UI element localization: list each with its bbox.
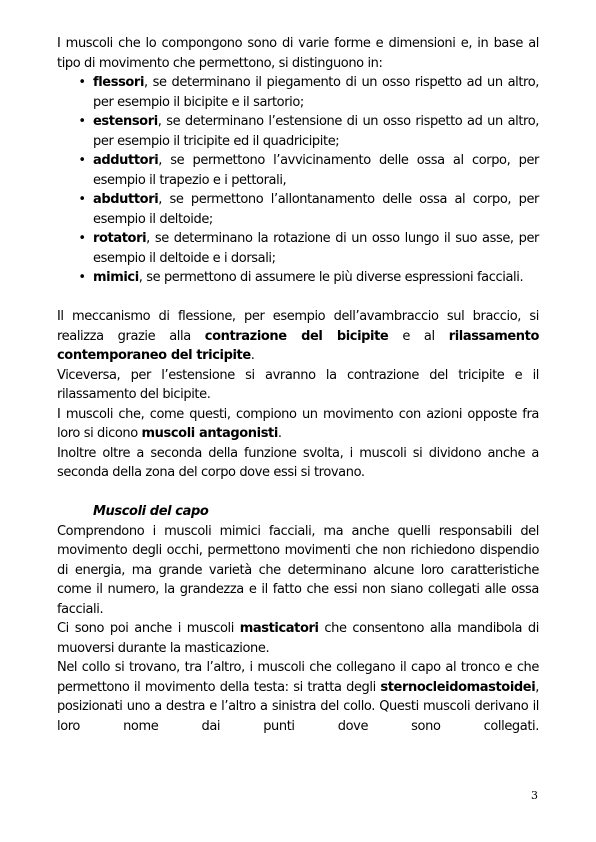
head-muscles-paragraph: Comprendono i muscoli mimici facciali, ma anche quelli responsabili del movimento degli occhi, permettono movimenti che non richiedono dispendio di energia, ma grande varietà che determinano alcune loro caratteristiche come il numero, la grandezza e il fatto che essi non siano collegati alle ossa facciali. bbox=[57, 523, 539, 617]
page-content bbox=[57, 34, 539, 736]
list-item-adduttori bbox=[57, 151, 539, 190]
flexion-text: . bbox=[250, 348, 255, 363]
desc-abduttori: , se permettono l’allontanamento delle ossa al corpo, per esempio il deltoide; bbox=[93, 192, 539, 227]
bullet-icon: • bbox=[78, 192, 86, 207]
term-rotatori: rotatori bbox=[93, 231, 147, 246]
flexion-bold-relaxation: rilassamento contemporaneo del tricipite bbox=[57, 328, 540, 363]
list-item-flessori bbox=[57, 73, 539, 112]
function-paragraph: Inoltre oltre a seconda della funzione svolta, i muscoli si dividono anche a seconda della zona del corpo dove essi si trovano. bbox=[57, 445, 539, 480]
term-flessori: flessori bbox=[93, 75, 145, 90]
desc-flessori: , se determinano il piegamento di un osso rispetto ad un altro, per esempio il bicipite e il sartorio; bbox=[93, 75, 539, 110]
bullet-icon: • bbox=[78, 270, 86, 285]
antagonists-text: . bbox=[277, 426, 282, 441]
neck-muscles-paragraph bbox=[57, 658, 539, 736]
extension-paragraph: Viceversa, per l’estensione si avranno la contrazione del tricipite e il rilassamento del bicipite. bbox=[57, 367, 539, 402]
antagonists-text: I muscoli che, come questi, compiono un movimento con azioni opposte fra loro si dicono bbox=[57, 406, 539, 441]
masticatory-text: Ci sono poi anche i muscoli bbox=[57, 621, 240, 636]
page-number: 3 bbox=[531, 789, 538, 802]
term-estensori: estensori bbox=[93, 114, 158, 129]
bullet-icon: • bbox=[78, 114, 86, 129]
desc-estensori: , se determinano l’estensione di un osso rispetto ad un altro, per esempio il tricipite ed il quadricipite; bbox=[93, 114, 539, 149]
flexion-paragraph bbox=[57, 307, 539, 366]
desc-rotatori: , se determinano la rotazione di un osso lungo il suo asse, per esempio il deltoide e i dorsali; bbox=[93, 231, 539, 266]
flexion-bold-contraction: contrazione del bicipite bbox=[204, 328, 389, 344]
masticatory-text: che consentono alla mandibola di muoversi durante la masticazione. bbox=[57, 621, 539, 656]
masticatory-bold: masticatori bbox=[239, 621, 319, 636]
list-item-abduttori bbox=[57, 190, 539, 229]
masticatory-paragraph bbox=[57, 619, 539, 658]
neck-bold: sternocleidomastoidei bbox=[380, 679, 536, 695]
list-item-estensori bbox=[57, 112, 539, 151]
neck-text: , posizionati uno a destra e l’altro a sinistra del collo. Questi muscoli derivano il loro nome dai punti dove sono collegati. bbox=[57, 679, 539, 734]
section-heading: Muscoli del capo bbox=[93, 504, 209, 519]
muscle-type-list bbox=[57, 73, 539, 288]
desc-mimici: , se permettono di assumere le più diverse espressioni facciali. bbox=[138, 270, 524, 285]
term-abduttori: abduttori bbox=[93, 192, 159, 207]
bullet-icon: • bbox=[78, 75, 86, 90]
bullet-icon: • bbox=[78, 231, 86, 246]
paragraph-spacer bbox=[57, 288, 539, 308]
term-mimici: mimici bbox=[93, 270, 139, 285]
flexion-text: Il meccanismo di flessione, per esempio dell’avambraccio sul braccio, si realizza grazie alla bbox=[57, 309, 539, 344]
bullet-icon: • bbox=[78, 153, 86, 168]
flexion-text: e al bbox=[388, 328, 449, 344]
antagonists-bold: muscoli antagonisti bbox=[141, 426, 278, 441]
paragraph-spacer bbox=[57, 483, 539, 503]
intro-paragraph: I muscoli che lo compongono sono di varie forme e dimensioni e, in base al tipo di movimento che permettono, si distinguono in: bbox=[57, 36, 539, 71]
list-item-mimici bbox=[57, 268, 539, 288]
desc-adduttori: , se permettono l’avvicinamento delle ossa al corpo, per esempio il trapezio e i pettorali, bbox=[93, 153, 539, 188]
neck-text: Nel collo si trovano, tra l’altro, i muscoli che collegano il capo al tronco e che permettono il movimento della testa: si tratta degli bbox=[57, 660, 539, 695]
list-item-rotatori bbox=[57, 229, 539, 268]
antagonists-paragraph bbox=[57, 405, 539, 444]
term-adduttori: adduttori bbox=[93, 153, 159, 168]
